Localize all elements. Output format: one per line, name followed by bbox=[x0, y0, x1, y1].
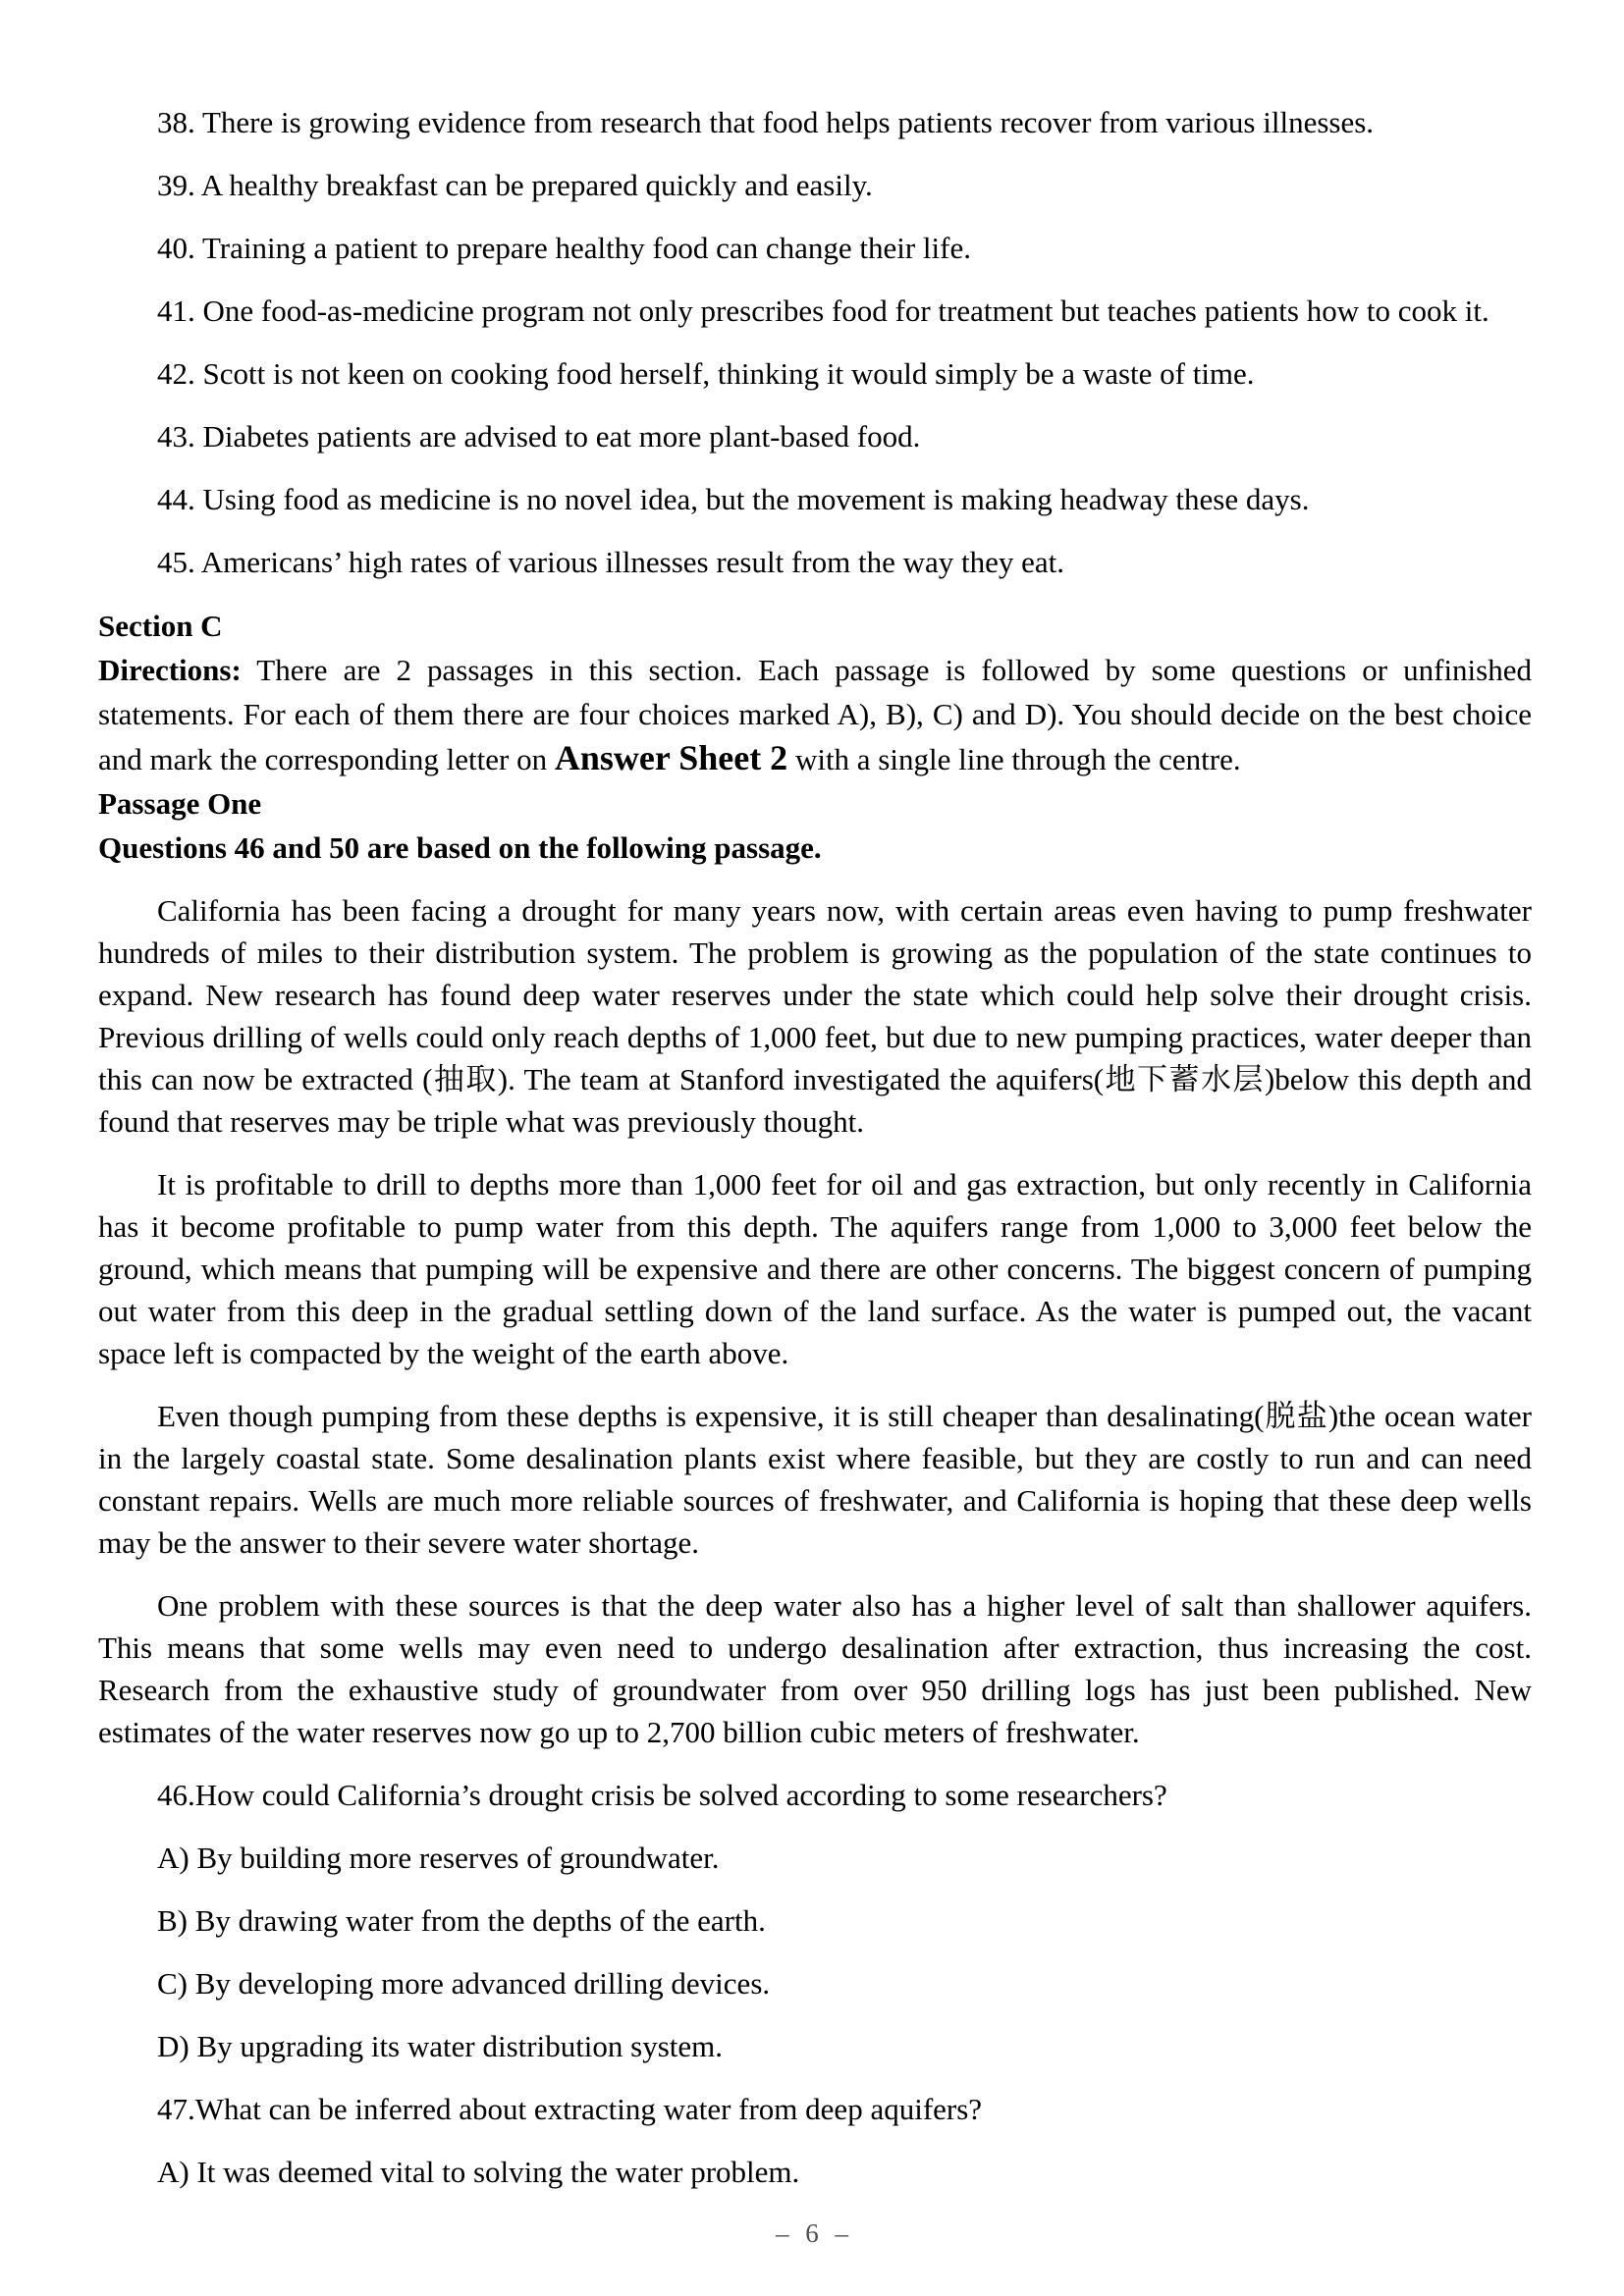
statement-41: 41. One food-as-medicine program not only prescribes food for treatment but teaches patients how to cook it. bbox=[157, 294, 1489, 328]
question-list bbox=[98, 1774, 1532, 2193]
directions-text-before: There are 2 passages in this section. Each passage is followed by some questions or unfinished statements. For each of them there are four choices marked A), B), C) and D). You should decide on the best choice and mark the corresponding letter on bbox=[98, 653, 1532, 776]
statement-list bbox=[98, 101, 1532, 583]
passage-paragraph-3: Even though pumping from these depths is expensive, it is still cheaper than desalinating(脱盐)the ocean water in the largely coastal state. Some desalination plants exist where feasible, but they are costly to run and can need constant repairs. Wells are much more reliable sources of freshwater, and California is hoping that these deep wells may be the answer to their severe water shortage. bbox=[98, 1399, 1532, 1560]
question-47-stem: 47.What can be inferred about extracting water from deep aquifers? bbox=[157, 2092, 983, 2126]
statement-40: 40. Training a patient to prepare healthy food can change their life. bbox=[157, 231, 971, 265]
section-c bbox=[98, 604, 1532, 870]
questions-intro: Questions 46 and 50 are based on the following passage. bbox=[98, 830, 822, 865]
passage-body bbox=[98, 889, 1532, 1753]
answer-sheet-label: Answer Sheet 2 bbox=[554, 738, 788, 777]
question-46-stem: 46.How could California’s drought crisis be solved according to some researchers? bbox=[157, 1778, 1167, 1812]
directions-label: Directions: bbox=[98, 653, 242, 687]
question-46-option-a: A) By building more reserves of groundwater. bbox=[157, 1841, 720, 1875]
passage-paragraph-1: California has been facing a drought for many years now, with certain areas even having to pump freshwater hundreds of miles to their distribution system. The problem is growing as the population of the state continues to expand. New research has found deep water reserves under the state which could help solve their drought crisis. Previous drilling of wells could only reach depths of 1,000 feet, but due to new pumping practices, water deeper than this can now be extracted (抽取). The team at Stanford investigated the aquifers(地下蓄水层)below this depth and found that reserves may be triple what was previously thought. bbox=[98, 893, 1532, 1139]
statement-38: 38. There is growing evidence from research that food helps patients recover from various illnesses. bbox=[157, 105, 1375, 139]
passage-one-heading: Passage One bbox=[98, 786, 262, 821]
statement-45: 45. Americans’ high rates of various illnesses result from the way they eat. bbox=[157, 545, 1065, 579]
statement-44: 44. Using food as medicine is no novel idea, but the movement is making headway these days. bbox=[157, 482, 1310, 516]
question-46-option-b: B) By drawing water from the depths of the earth. bbox=[157, 1903, 766, 1938]
statement-43: 43. Diabetes patients are advised to eat more plant-based food. bbox=[157, 419, 921, 454]
question-46-option-c: C) By developing more advanced drilling devices. bbox=[157, 1966, 771, 2001]
question-47-option-a: A) It was deemed vital to solving the water problem. bbox=[157, 2155, 800, 2189]
statement-42: 42. Scott is not keen on cooking food herself, thinking it would simply be a waste of time. bbox=[157, 356, 1255, 391]
directions-text-after: with a single line through the centre. bbox=[787, 742, 1241, 776]
section-c-heading: Section C bbox=[98, 609, 223, 643]
passage-paragraph-2: It is profitable to drill to depths more than 1,000 feet for oil and gas extraction, but only recently in California has it become profitable to pump water from this depth. The aquifers range from 1,000 to 3,000 feet below the ground, which means that pumping will be expensive and there are other concerns. The biggest concern of pumping out water from this deep in the gradual settling down of the land surface. As the water is pumped out, the vacant space left is compacted by the weight of the earth above. bbox=[98, 1167, 1532, 1370]
directions-paragraph bbox=[98, 648, 1532, 781]
passage-paragraph-4: One problem with these sources is that the deep water also has a higher level of salt than shallower aquifers. This means that some wells may even need to undergo desalination after extraction, thus increasing the cost. Research from the exhaustive study of groundwater from over 950 drilling logs has just been published. New estimates of the water reserves now go up to 2,700 billion cubic meters of freshwater. bbox=[98, 1588, 1532, 1749]
statement-39: 39. A healthy breakfast can be prepared quickly and easily. bbox=[157, 168, 873, 202]
question-46-option-d: D) By upgrading its water distribution system. bbox=[157, 2029, 724, 2063]
page-number: – 6 – bbox=[776, 2218, 848, 2248]
